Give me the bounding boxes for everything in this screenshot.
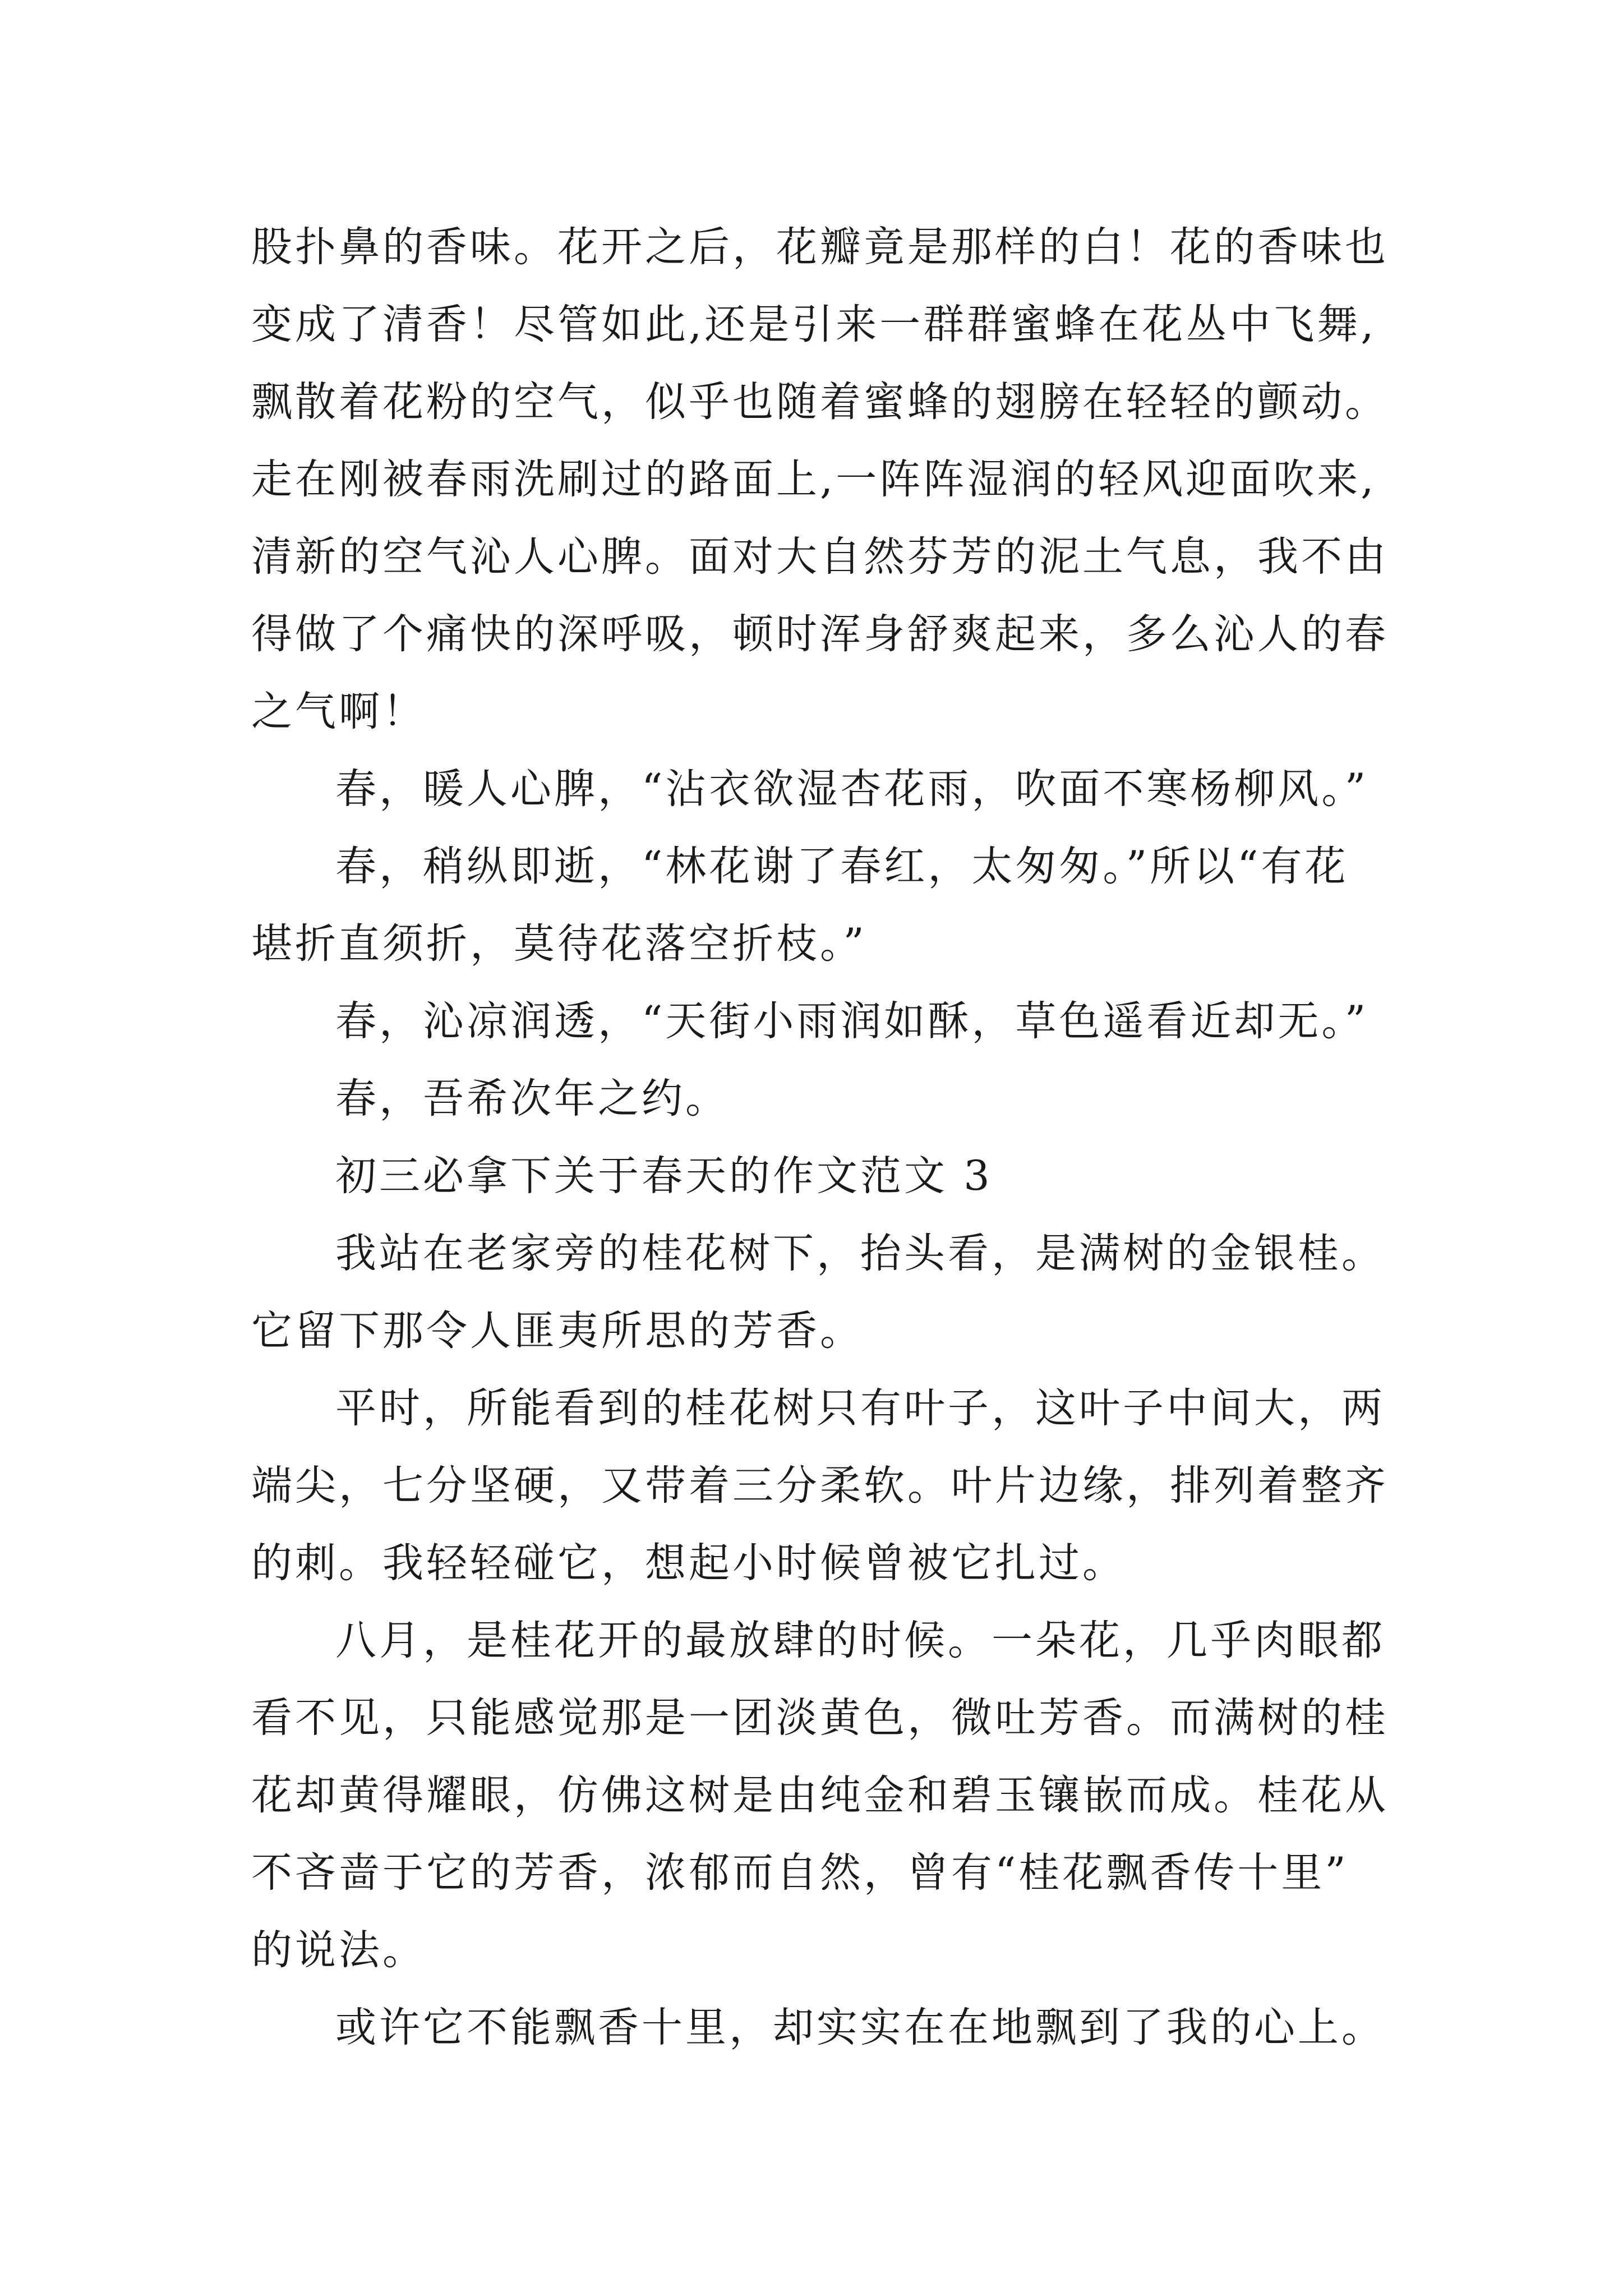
text-line: 它留下那令人匪夷所思的芳香。 xyxy=(251,1307,864,1355)
paragraph-line: 八月，是桂花开的最放肆的时候。一朵花，几乎肉眼都 xyxy=(335,1617,1385,1664)
paragraph-line: 平时，所能看到的桂花树只有叶子，这叶子中间大，两 xyxy=(335,1384,1385,1432)
paragraph-line: 春，稍纵即逝，“林花谢了春红，太匆匆。”所以“有花 xyxy=(335,843,1349,890)
text-line: 的刺。我轻轻碰它，想起小时候曾被它扎过。 xyxy=(251,1539,1126,1587)
paragraph-line: 春，暖人心脾，“沾衣欲湿杏花雨，吹面不寒杨柳风。” xyxy=(335,765,1369,813)
text-line: 看不见，只能感觉那是一团淡黄色，微吐芳香。而满树的桂 xyxy=(251,1694,1389,1742)
paragraph-line: 我站在老家旁的桂花树下，抬头看，是满树的金银桂。 xyxy=(335,1230,1385,1277)
text-line: 清新的空气沁人心脾。面对大自然芬芳的泥土气息，我不由 xyxy=(251,533,1389,581)
text-line: 走在刚被春雨洗刷过的路面上,一阵阵湿润的轻风迎面吹来, xyxy=(251,455,1377,503)
text-line: 变成了清香！尽管如此,还是引来一群群蜜蜂在花丛中飞舞, xyxy=(251,301,1377,348)
paragraph-line: 春，沁凉润透，“天街小雨润如酥，草色遥看近却无。” xyxy=(335,997,1369,1045)
paragraph-line: 或许它不能飘香十里，却实实在在地飘到了我的心上。 xyxy=(335,2004,1385,2051)
text-line: 之气啊！ xyxy=(251,688,426,735)
text-line: 得做了个痛快的深呼吸，顿时浑身舒爽起来，多么沁人的春 xyxy=(251,610,1389,658)
text-line: 飘散着花粉的空气，似乎也随着蜜蜂的翅膀在轻轻的颤动。 xyxy=(251,378,1389,426)
text-line: 端尖，七分坚硬，又带着三分柔软。叶片边缘，排列着整齐 xyxy=(251,1462,1389,1510)
section-heading: 初三必拿下关于春天的作文范文 3 xyxy=(335,1152,993,1200)
text-line: 花却黄得耀眼，仿佛这树是由纯金和碧玉镶嵌而成。桂花从 xyxy=(251,1772,1389,1819)
text-line: 股扑鼻的香味。花开之后，花瓣竟是那样的白！花的香味也 xyxy=(251,223,1389,271)
paragraph-line: 春，吾希次年之约。 xyxy=(335,1075,729,1122)
text-line: 堪折直须折，莫待花落空折枝。” xyxy=(251,920,867,968)
text-line: 的说法。 xyxy=(251,1926,426,1974)
document-body xyxy=(251,209,1440,2067)
text-line: 不吝啬于它的芳香，浓郁而自然，曾有“桂花飘香传十里” xyxy=(251,1849,1349,1897)
